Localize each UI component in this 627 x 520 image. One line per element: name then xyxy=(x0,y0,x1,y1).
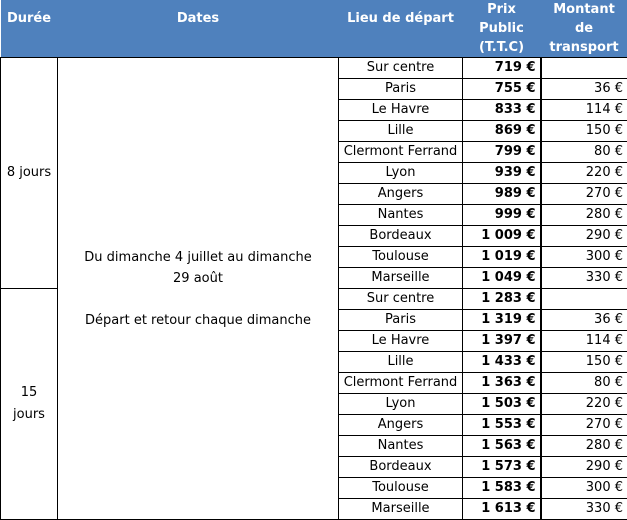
lieu-cell: Lyon xyxy=(339,394,463,415)
prix-cell: 989 € xyxy=(463,184,541,205)
lieu-cell: Sur centre xyxy=(339,289,463,310)
header-duree: Durée xyxy=(1,0,58,58)
prix-cell: 1 397 € xyxy=(463,331,541,352)
montant-cell: 150 € xyxy=(541,352,627,373)
lieu-cell: Nantes xyxy=(339,436,463,457)
montant-cell: 280 € xyxy=(541,205,627,226)
montant-cell: 220 € xyxy=(541,163,627,184)
duration-cell: 15 jours xyxy=(1,289,58,520)
dates-cell xyxy=(58,58,339,520)
prix-cell: 1 049 € xyxy=(463,268,541,289)
prix-cell: 719 € xyxy=(463,58,541,79)
header-row xyxy=(1,0,627,58)
prix-cell: 1 283 € xyxy=(463,289,541,310)
montant-cell: 114 € xyxy=(541,331,627,352)
dates-frequency: Départ et retour chaque dimanche xyxy=(76,310,320,331)
montant-cell: 150 € xyxy=(541,121,627,142)
duration-cell: 8 jours xyxy=(1,58,58,289)
lieu-cell: Nantes xyxy=(339,205,463,226)
prix-cell: 1 019 € xyxy=(463,247,541,268)
prix-cell: 869 € xyxy=(463,121,541,142)
prix-cell: 1 573 € xyxy=(463,457,541,478)
lieu-cell: Paris xyxy=(339,79,463,100)
lieu-cell: Lille xyxy=(339,121,463,142)
prix-cell: 833 € xyxy=(463,100,541,121)
prix-cell: 1 583 € xyxy=(463,478,541,499)
lieu-cell: Angers xyxy=(339,184,463,205)
lieu-cell: Lille xyxy=(339,352,463,373)
montant-cell: 80 € xyxy=(541,142,627,163)
prix-cell: 1 613 € xyxy=(463,499,541,520)
montant-cell: 290 € xyxy=(541,226,627,247)
table-row xyxy=(1,58,627,79)
montant-cell: 290 € xyxy=(541,457,627,478)
lieu-cell: Bordeaux xyxy=(339,457,463,478)
lieu-cell: Sur centre xyxy=(339,58,463,79)
prix-cell: 1 363 € xyxy=(463,373,541,394)
montant-cell xyxy=(541,289,627,310)
montant-cell: 220 € xyxy=(541,394,627,415)
prix-cell: 1 503 € xyxy=(463,394,541,415)
montant-cell: 330 € xyxy=(541,499,627,520)
lieu-cell: Le Havre xyxy=(339,331,463,352)
montant-cell: 36 € xyxy=(541,79,627,100)
lieu-cell: Lyon xyxy=(339,163,463,184)
lieu-cell: Clermont Ferrand xyxy=(339,373,463,394)
prix-cell: 799 € xyxy=(463,142,541,163)
montant-cell: 36 € xyxy=(541,310,627,331)
prix-cell: 1 009 € xyxy=(463,226,541,247)
prix-cell: 939 € xyxy=(463,163,541,184)
table-body xyxy=(1,58,627,520)
header-prix: Prix Public (T.T.C) xyxy=(463,0,541,58)
montant-cell: 114 € xyxy=(541,100,627,121)
dates-period: Du dimanche 4 juillet au dimanche 29 août xyxy=(76,247,320,289)
prix-cell: 1 563 € xyxy=(463,436,541,457)
lieu-cell: Marseille xyxy=(339,268,463,289)
montant-cell: 270 € xyxy=(541,184,627,205)
prix-cell: 755 € xyxy=(463,79,541,100)
lieu-cell: Clermont Ferrand xyxy=(339,142,463,163)
prix-cell: 1 553 € xyxy=(463,415,541,436)
montant-cell: 300 € xyxy=(541,247,627,268)
montant-cell: 270 € xyxy=(541,415,627,436)
header-lieu: Lieu de départ xyxy=(339,0,463,58)
montant-cell: 300 € xyxy=(541,478,627,499)
montant-cell xyxy=(541,58,627,79)
header-dates: Dates xyxy=(58,0,339,58)
lieu-cell: Angers xyxy=(339,415,463,436)
lieu-cell: Marseille xyxy=(339,499,463,520)
lieu-cell: Paris xyxy=(339,310,463,331)
montant-cell: 80 € xyxy=(541,373,627,394)
prix-cell: 1 319 € xyxy=(463,310,541,331)
lieu-cell: Toulouse xyxy=(339,247,463,268)
prix-cell: 999 € xyxy=(463,205,541,226)
header-montant: Montant de transport xyxy=(541,0,627,58)
montant-cell: 330 € xyxy=(541,268,627,289)
lieu-cell: Bordeaux xyxy=(339,226,463,247)
lieu-cell: Le Havre xyxy=(339,100,463,121)
montant-cell: 280 € xyxy=(541,436,627,457)
lieu-cell: Toulouse xyxy=(339,478,463,499)
prix-cell: 1 433 € xyxy=(463,352,541,373)
